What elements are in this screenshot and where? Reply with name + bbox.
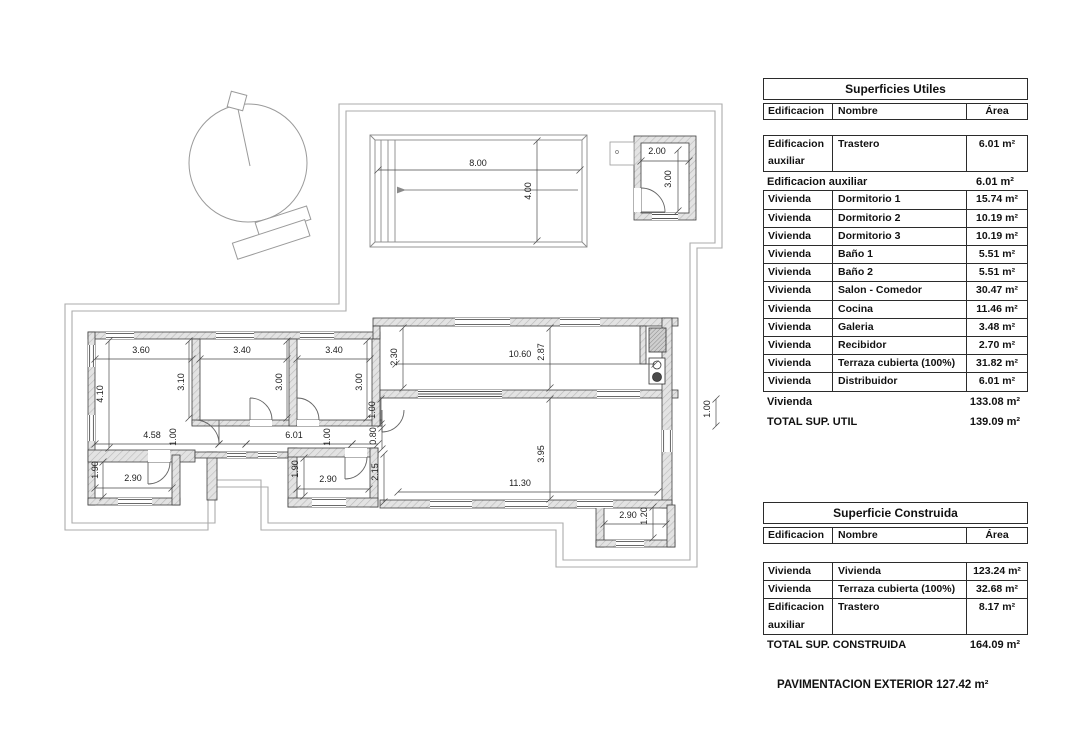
column-header-edificacion: Edificacion <box>764 528 833 543</box>
subtotal-row <box>763 392 1028 412</box>
cell-area: 8.17 m² <box>978 601 1016 614</box>
cell-edificacion: Vivienda <box>764 355 833 373</box>
total-row-area: 139.09 m² <box>969 415 1021 428</box>
total-row <box>763 412 1028 432</box>
cell-nombre: Salon - Comedor <box>833 282 967 300</box>
table-row <box>763 372 1028 392</box>
column-header-area: Área <box>985 105 1009 117</box>
table-title: Superficies Utiles <box>763 78 1028 100</box>
cell-area: 2.70 m² <box>978 339 1016 352</box>
table-row <box>763 318 1028 338</box>
dimension-label: 1.20 <box>639 507 649 525</box>
dimension-label: 4.58 <box>143 430 161 440</box>
cell-area: 6.01 m² <box>978 137 1016 150</box>
dimension-label: 8.00 <box>469 158 487 168</box>
cell-nombre: Dormitorio 1 <box>833 191 967 209</box>
dimension-label: 2.90 <box>619 510 637 520</box>
table-superficies-utiles <box>763 78 1028 432</box>
cell-area: 10.19 m² <box>975 211 1019 224</box>
cell-nombre: Terraza cubierta (100%) <box>833 581 967 599</box>
cell-area: 32.68 m² <box>975 582 1019 595</box>
column-header-edificacion: Edificacion <box>764 104 833 119</box>
total-row-label: TOTAL SUP. CONSTRUIDA <box>767 639 907 652</box>
table-body <box>763 562 1028 655</box>
table-row <box>763 336 1028 356</box>
dimension-label: 1.00 <box>168 428 178 446</box>
table-row <box>763 281 1028 301</box>
subtotal-row <box>763 172 1028 192</box>
table-row <box>763 580 1028 600</box>
dimension-label: 2.90 <box>124 473 142 483</box>
cell-area: 11.46 m² <box>976 302 1018 315</box>
cell-nombre: Baño 1 <box>833 246 967 264</box>
cell-nombre: Dormitorio 3 <box>833 228 967 246</box>
dimension-label: 1.00 <box>322 428 332 446</box>
dimension-label: 2.90 <box>319 474 337 484</box>
dimension-label: 11.30 <box>509 478 531 488</box>
table-superficie-construida <box>763 502 1028 655</box>
subtotal-row-label: Vivienda <box>767 395 813 408</box>
table-row <box>763 354 1028 374</box>
table-row <box>763 209 1028 229</box>
cell-nombre: Recibidor <box>833 337 967 355</box>
total-row <box>763 635 1028 655</box>
table-row <box>763 245 1028 265</box>
dimension-label: 3.00 <box>354 373 364 391</box>
cell-nombre: Trastero <box>833 599 967 634</box>
dimension-label: 3.40 <box>325 345 343 355</box>
cell-area: 3.48 m² <box>978 320 1016 333</box>
cell-nombre: Trastero <box>833 136 967 171</box>
cell-nombre: Terraza cubierta (100%) <box>833 355 967 373</box>
table-row <box>763 263 1028 283</box>
pavimentacion-exterior-note: PAVIMENTACION EXTERIOR 127.42 m² <box>777 679 989 691</box>
cell-edificacion: Vivienda <box>764 191 833 209</box>
dimension-label: 2.00 <box>648 146 666 156</box>
cell-nombre: Vivienda <box>833 563 967 581</box>
cell-area: 5.51 m² <box>978 266 1016 279</box>
dimension-label: 3.60 <box>132 345 150 355</box>
dimension-label: 2.30 <box>389 348 399 366</box>
cell-area: 6.01 m² <box>978 375 1016 388</box>
dimension-label: 3.95 <box>536 445 546 463</box>
table-header <box>763 103 1028 120</box>
table-row <box>763 300 1028 320</box>
subtotal-row-area: 133.08 m² <box>969 395 1021 408</box>
table-title: Superficie Construida <box>763 502 1028 524</box>
cell-edificacion: Vivienda <box>764 264 833 282</box>
dimension-label: 4.10 <box>95 385 105 403</box>
column-header-nombre: Nombre <box>833 528 967 543</box>
table-row <box>763 190 1028 210</box>
cell-edificacion: Edificacion auxiliar <box>764 136 833 171</box>
cell-edificacion: Vivienda <box>764 337 833 355</box>
cell-area: 123.24 m² <box>973 564 1021 577</box>
column-header-area: Área <box>985 529 1009 541</box>
cell-edificacion: Vivienda <box>764 246 833 264</box>
dimension-label: 3.00 <box>274 373 284 391</box>
dimension-label: 1.90 <box>90 461 100 479</box>
table-row <box>763 598 1028 635</box>
cell-area: 15.74 m² <box>975 193 1019 206</box>
cell-nombre: Baño 2 <box>833 264 967 282</box>
cell-edificacion: Vivienda <box>764 228 833 246</box>
subtotal-row-area: 6.01 m² <box>976 175 1014 188</box>
cell-edificacion: Edificacion auxiliar <box>764 599 833 634</box>
subtotal-row-label: Edificacion auxiliar <box>767 175 868 188</box>
cell-edificacion: Vivienda <box>764 373 833 391</box>
cell-edificacion: Vivienda <box>764 301 833 319</box>
column-header-nombre: Nombre <box>833 104 967 119</box>
dimension-label: 3.10 <box>176 373 186 391</box>
table-row <box>763 562 1028 582</box>
cell-nombre: Dormitorio 2 <box>833 210 967 228</box>
dimension-label: 2.87 <box>536 343 546 361</box>
table-row <box>763 227 1028 247</box>
table-row <box>763 135 1028 172</box>
dimension-label: 1.00 <box>367 401 377 419</box>
total-row-area: 164.09 m² <box>969 639 1021 652</box>
cell-edificacion: Vivienda <box>764 210 833 228</box>
cell-area: 5.51 m² <box>978 248 1016 261</box>
table-header <box>763 527 1028 544</box>
dimension-label: 1.00 <box>702 400 712 418</box>
cell-edificacion: Vivienda <box>764 563 833 581</box>
cell-edificacion: Vivienda <box>764 319 833 337</box>
cell-nombre: Galeria <box>833 319 967 337</box>
cell-nombre: Distribuidor <box>833 373 967 391</box>
cell-nombre: Cocina <box>833 301 967 319</box>
dimension-label: 2.15 <box>370 463 380 481</box>
dimension-label: 0.80 <box>368 427 378 445</box>
cell-area: 31.82 m² <box>975 357 1019 370</box>
dimension-label: 3.00 <box>663 170 673 188</box>
dimension-label: 3.40 <box>233 345 251 355</box>
cell-area: 10.19 m² <box>975 229 1019 242</box>
dimension-label: 1.90 <box>290 460 300 478</box>
dimension-label: 10.60 <box>508 349 532 359</box>
dimension-label: 4.00 <box>523 182 533 200</box>
cell-edificacion: Vivienda <box>764 282 833 300</box>
table-body <box>763 135 1028 432</box>
dimension-label: 6.01 <box>285 430 303 440</box>
total-row-label: TOTAL SUP. UTIL <box>767 415 858 428</box>
cell-edificacion: Vivienda <box>764 581 833 599</box>
cell-area: 30.47 m² <box>975 284 1019 297</box>
